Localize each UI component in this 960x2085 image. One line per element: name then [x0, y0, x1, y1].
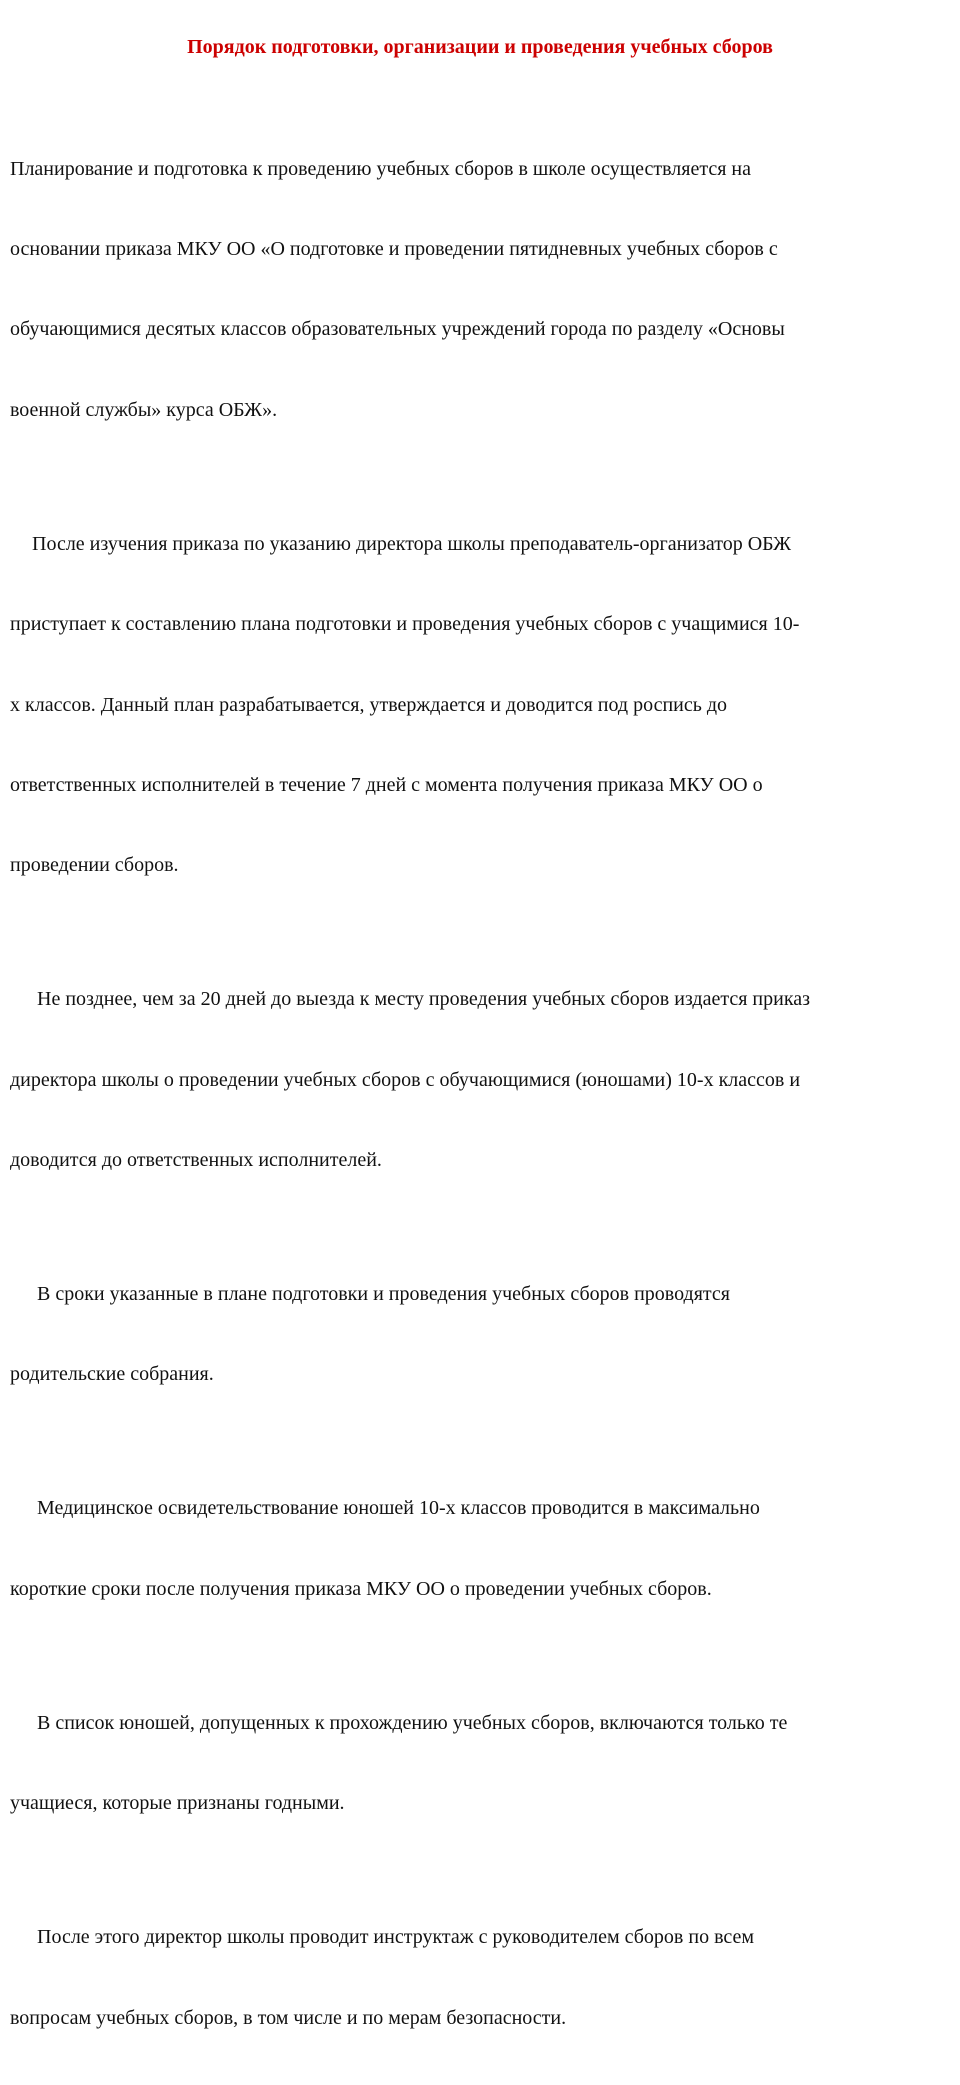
text-line: доводится до ответственных исполнителей.: [10, 1149, 382, 1172]
paragraph-briefing: [10, 1871, 955, 2085]
text-line: В список юношей, допущенных к прохождению учебных сборов, включаются только те: [37, 1711, 788, 1734]
text-line: обучающимися десятых классов образовательных учреждений города по разделу «Основы: [10, 318, 785, 341]
paragraph-parent-meetings: [10, 1227, 955, 1441]
paragraph-medical-exam: [10, 1442, 955, 1656]
text-line: учащиеся, которые признаны годными.: [10, 1792, 345, 1815]
slide-title: Порядок подготовки, организации и проведения учебных сборов: [187, 36, 773, 58]
slide-body: [10, 102, 955, 2085]
text-line: короткие сроки после получения приказа МКУ ОО о проведении учебных сборов.: [10, 1577, 712, 1600]
text-line: После изучения приказа по указанию директора школы преподаватель-организатор ОБЖ: [32, 532, 792, 555]
text-line: родительские собрания.: [10, 1363, 214, 1386]
text-line: ответственных исполнителей в течение 7 дней с момента получения приказа МКУ ОО о: [10, 773, 763, 796]
text-line: военной службы» курса ОБЖ».: [10, 398, 278, 421]
text-line: Медицинское освидетельствование юношей 10-х классов проводится в максимально: [37, 1497, 760, 1520]
text-line: Планирование и подготовка к проведению учебных сборов в школе осуществляется на: [10, 157, 751, 180]
text-line: После этого директор школы проводит инструктаж с руководителем сборов по всем: [37, 1926, 755, 1949]
text-line: В сроки указанные в плане подготовки и проведения учебных сборов проводятся: [37, 1283, 730, 1306]
text-line: приступает к составлению плана подготовки и проведения учебных сборов с учащимися 10-: [10, 613, 800, 636]
text-line: вопросам учебных сборов, в том числе и по мерам безопасности.: [10, 2006, 567, 2029]
paragraph-planning: [10, 102, 955, 477]
paragraph-admitted-list: [10, 1656, 955, 1870]
paragraph-order-deadline: [10, 933, 955, 1228]
text-line: Не позднее, чем за 20 дней до выезда к месту проведения учебных сборов издается приказ: [37, 988, 811, 1011]
paragraph-after-order: [10, 477, 955, 933]
text-line: х классов. Данный план разрабатывается, утверждается и доводится под роспись до: [10, 693, 728, 716]
text-line: проведении сборов.: [10, 854, 179, 877]
text-line: основании приказа МКУ ОО «О подготовке и проведении пятидневных учебных сборов с: [10, 237, 778, 260]
text-line: директора школы о проведении учебных сборов с обучающимися (юношами) 10-х классов и: [10, 1068, 801, 1091]
